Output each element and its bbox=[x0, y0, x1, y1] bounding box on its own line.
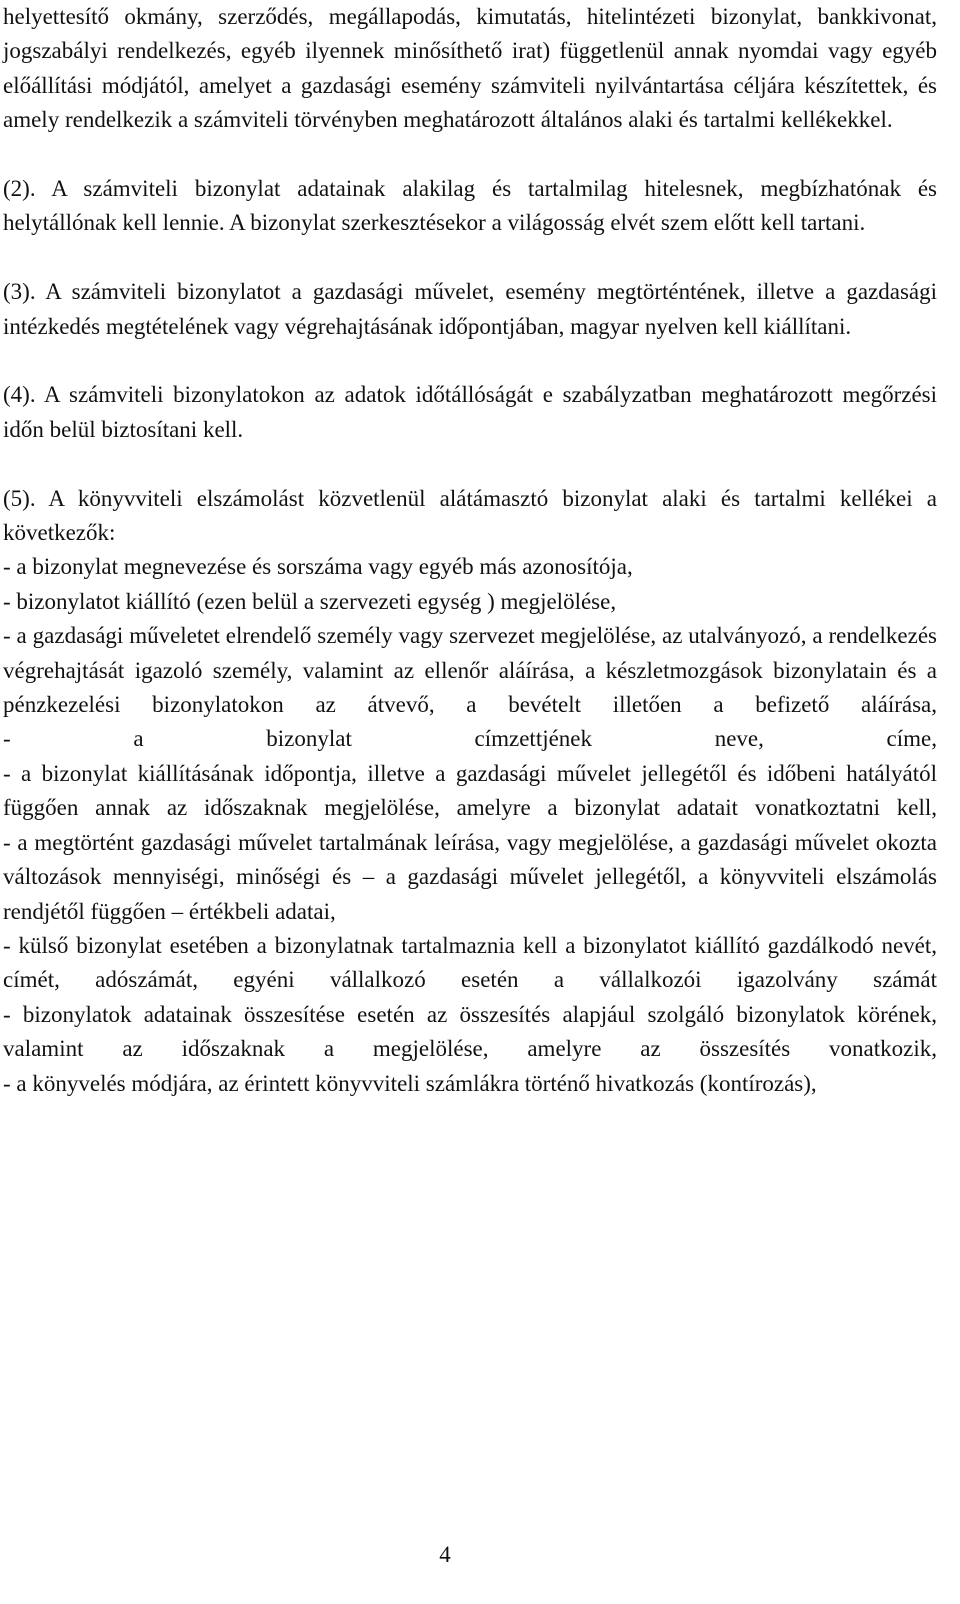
list-item: - a megtörtént gazdasági művelet tartalmának leírása, vagy megjelölése, a gazdasági művelet okozta változások mennyiségi, minőségi és – a gazdasági művelet jellegétől, a könyvviteli elszámolás rendjétől függően – értékbeli adatai, bbox=[3, 829, 937, 924]
page-number bbox=[0, 1538, 960, 1572]
paragraph-continued: helyettesítő okmány, szerződés, megállapodás, kimutatás, hitelintézeti bizonylat, bankkivonat, jogszabályi rendelkezés, egyéb ilyennek minősíthető irat) függetlenül annak nyomdai vagy egyéb előállítási módjától, amelyet a gazdasági esemény számviteli nyilvántartása céljára készítettek, és amely rendelkezik a számviteli törvényben meghatározott általános alaki és tartalmi kellékekkel. bbox=[3, 4, 937, 133]
list-item: - a bizonylat kiállításának időpontja, illetve a gazdasági művelet jellegétől és időbeni hatályától függően annak az időszaknak megjelölése, amelyre a bizonylat adatait vonatkoztatni kell, bbox=[3, 760, 937, 821]
list-item: - a bizonylat megnevezése és sorszáma vagy egyéb más azonosítója, bbox=[3, 554, 633, 580]
paragraph-5 bbox=[3, 482, 937, 1101]
list-item: - a bizonylat címzettjének neve, címe, bbox=[3, 726, 937, 752]
paragraph-3: (3). A számviteli bizonylatot a gazdasági művelet, esemény megtörténtének, illetve a gazdasági intézkedés megtételének vagy végrehajtásának időpontjában, magyar nyelven kell kiállítani. bbox=[3, 279, 937, 339]
paragraph-4: (4). A számviteli bizonylatokon az adatok időtállóságát e szabályzatban meghatározott megőrzési időn belül biztosítani kell. bbox=[3, 382, 937, 442]
list-item: - bizonylatot kiállító (ezen belül a szervezeti egység ) megjelölése, bbox=[3, 588, 617, 614]
body-text bbox=[3, 0, 937, 1101]
paragraph-2: (2). A számviteli bizonylat adatainak alakilag és tartalmilag hitelesnek, megbízhatónak és helytállónak kell lennie. A bizonylat szerkesztésekor a világosság elvét szem előtt kell tartani. bbox=[3, 176, 937, 236]
list-item: - a gazdasági műveletet elrendelő személy vagy szervezet megjelölése, az utalványozó, a rendelkezés végrehajtását igazoló személy, valamint az ellenőr aláírása, a készletmozgások bizonylatain és a pénzkezelési bizonylatokon az átvevő, a bevételt illetően a befizető aláírása, bbox=[3, 623, 937, 718]
paragraph-5-intro: (5). A könyvviteli elszámolást közvetlenül alátámasztó bizonylat alaki és tartalmi kellékei a következők: bbox=[3, 485, 937, 546]
list-item: - külső bizonylat esetében a bizonylatnak tartalmaznia kell a bizonylatot kiállító gazdálkodó nevét, címét, adószámát, egyéni vállalkozó esetén a vállalkozói igazolvány számát bbox=[3, 932, 937, 993]
list-item: - a könyvelés módjára, az érintett könyvviteli számlákra történő hivatkozás (kontírozás), bbox=[3, 1070, 817, 1096]
list-item: - bizonylatok adatainak összesítése esetén az összesítés alapjául szolgáló bizonylatok körének, valamint az időszaknak a megjelölése, amelyre az összesítés vonatkozik, bbox=[3, 1001, 937, 1062]
page-number-text: 4 bbox=[439, 1542, 451, 1567]
